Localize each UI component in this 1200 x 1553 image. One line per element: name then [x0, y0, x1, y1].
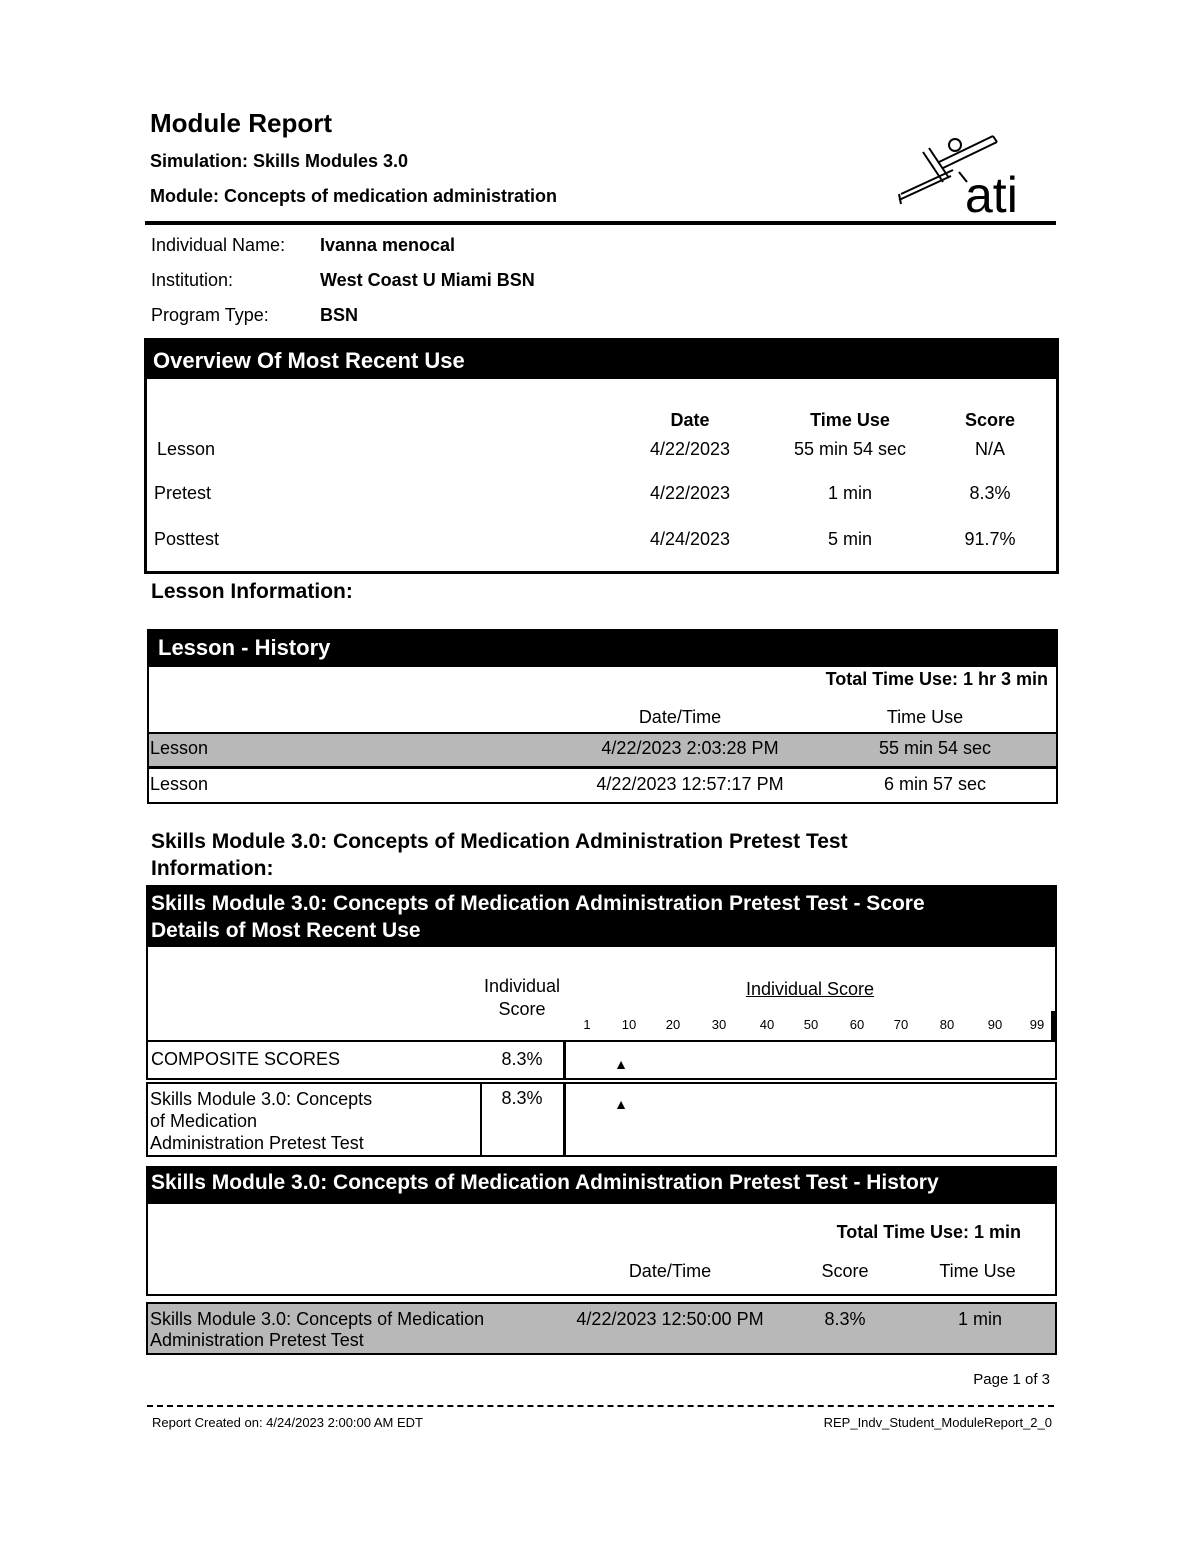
score-row-name-line: Skills Module 3.0: Concepts	[150, 1089, 373, 1109]
overview-row-date: 4/24/2023	[649, 529, 731, 549]
overview-row-score: 8.3%	[969, 483, 1011, 503]
report-created: Report Created on: 4/24/2023 2:00:00 AM EDT	[152, 1415, 424, 1430]
pretest-details-title-line2: Details of Most Recent Use	[151, 919, 421, 942]
program-value: BSN	[320, 305, 359, 325]
scale-tick-label: 70	[893, 1017, 909, 1032]
col-individual-score	[462, 975, 582, 1021]
logo-text: ati	[965, 167, 1018, 216]
lesson-row-time: 6 min 57 sec	[883, 774, 987, 794]
scale-tick-label: 40	[759, 1017, 775, 1032]
name-value: Ivanna menocal	[320, 235, 456, 255]
pretest-col-score: Score	[821, 1261, 869, 1281]
overview-title: Overview Of Most Recent Use	[147, 341, 1056, 379]
score-row-name: COMPOSITE SCORES	[151, 1049, 341, 1069]
program-label: Program Type:	[151, 305, 269, 325]
simulation-label: Simulation: Skills Modules 3.0	[150, 151, 409, 171]
lesson-history-title: Lesson - History	[147, 629, 1058, 667]
lesson-row-datetime: 4/22/2023 2:03:28 PM	[601, 738, 779, 758]
lesson-row-datetime: 4/22/2023 12:57:17 PM	[596, 774, 784, 794]
overview-row-date: 4/22/2023	[649, 483, 731, 503]
scale-tick-label: 1	[583, 1017, 591, 1032]
header-divider	[145, 221, 1056, 225]
overview-row-time: 5 min	[827, 529, 872, 549]
lesson-col-time: Time Use	[886, 707, 964, 727]
score-row-name-line: Administration Pretest Test	[150, 1133, 364, 1153]
lesson-row-time: 55 min 54 sec	[878, 738, 992, 758]
report-title: Module Report	[150, 108, 332, 138]
pretest-col-datetime: Date/Time	[628, 1261, 712, 1281]
row-divider	[563, 1082, 566, 1157]
footer-divider	[147, 1405, 1054, 1407]
score-marker-icon: ▲	[614, 1096, 628, 1112]
score-row-name-line: of Medication	[150, 1111, 258, 1131]
lesson-total-time: Total Time Use: 1 hr 3 min	[825, 669, 1048, 689]
lesson-col-datetime: Date/Time	[638, 707, 722, 727]
scale-tick-label: 30	[711, 1017, 727, 1032]
overview-row-name: Posttest	[154, 529, 220, 549]
col-individual-line2: Score	[498, 999, 546, 1019]
overview-col-date: Date	[670, 410, 710, 430]
overview-col-time: Time Use	[810, 410, 890, 430]
overview-row-score: 91.7%	[964, 529, 1016, 549]
pretest-details-title-line1: Skills Module 3.0: Concepts of Medication Administration Pretest Test - Score	[151, 892, 925, 915]
scale-tick-label: 60	[849, 1017, 865, 1032]
pretest-heading-line2: Information:	[151, 857, 274, 880]
pretest-col-time: Time Use	[939, 1261, 1016, 1281]
score-row-score: 8.3%	[501, 1049, 543, 1069]
history-row-name-line: Skills Module 3.0: Concepts of Medication	[150, 1309, 485, 1329]
scale-tick-label: 10	[621, 1017, 637, 1032]
pretest-details-title	[146, 885, 1057, 947]
pretest-history-title: Skills Module 3.0: Concepts of Medication Administration Pretest Test - History	[146, 1166, 1057, 1204]
col-scale-title: Individual Score	[745, 979, 875, 999]
scale-end-marker	[1051, 1011, 1055, 1042]
overview-row-time: 55 min 54 sec	[793, 439, 907, 459]
history-row-score: 8.3%	[824, 1309, 866, 1329]
scale-tick-label: 50	[803, 1017, 819, 1032]
pretest-heading-line1: Skills Module 3.0: Concepts of Medication Administration Pretest Test	[151, 830, 848, 853]
score-row-name	[150, 1088, 372, 1154]
overview-row-date: 4/22/2023	[649, 439, 731, 459]
module-label: Module: Concepts of medication administration	[150, 186, 558, 206]
score-row-score: 8.3%	[501, 1088, 543, 1108]
lesson-info-heading: Lesson Information:	[151, 580, 353, 603]
scale-tick-label: 80	[939, 1017, 955, 1032]
col-individual-line1: Individual	[483, 976, 561, 996]
report-id: REP_Indv_Student_ModuleReport_2_0	[823, 1415, 1052, 1430]
institution-value: West Coast U Miami BSN	[320, 270, 535, 290]
lesson-row-name: Lesson	[150, 738, 209, 758]
scale-tick-label: 20	[665, 1017, 681, 1032]
lesson-row-name: Lesson	[150, 774, 209, 794]
score-marker-icon: ▲	[614, 1056, 628, 1072]
row-divider	[563, 1040, 566, 1080]
history-row-time: 1 min	[957, 1309, 1002, 1329]
ati-logo	[893, 132, 1043, 216]
scale-tick-label: 90	[987, 1017, 1003, 1032]
pretest-history-header	[146, 1204, 1057, 1296]
history-row-datetime: 4/22/2023 12:50:00 PM	[576, 1309, 764, 1329]
overview-row-score: N/A	[974, 439, 1005, 459]
overview-col-score: Score	[964, 410, 1016, 430]
pretest-heading	[151, 828, 848, 882]
page-number: Page 1 of 3	[973, 1371, 1050, 1388]
history-row-name	[150, 1309, 484, 1351]
name-label: Individual Name:	[151, 235, 286, 255]
overview-row-name: Pretest	[154, 483, 212, 503]
scale-tick-label: 99	[1029, 1017, 1045, 1032]
overview-row-time: 1 min	[827, 483, 872, 503]
pretest-total-time: Total Time Use: 1 min	[836, 1222, 1021, 1242]
institution-label: Institution:	[151, 270, 234, 290]
history-row-name-line: Administration Pretest Test	[150, 1330, 364, 1350]
overview-row-name: Lesson	[157, 439, 216, 459]
